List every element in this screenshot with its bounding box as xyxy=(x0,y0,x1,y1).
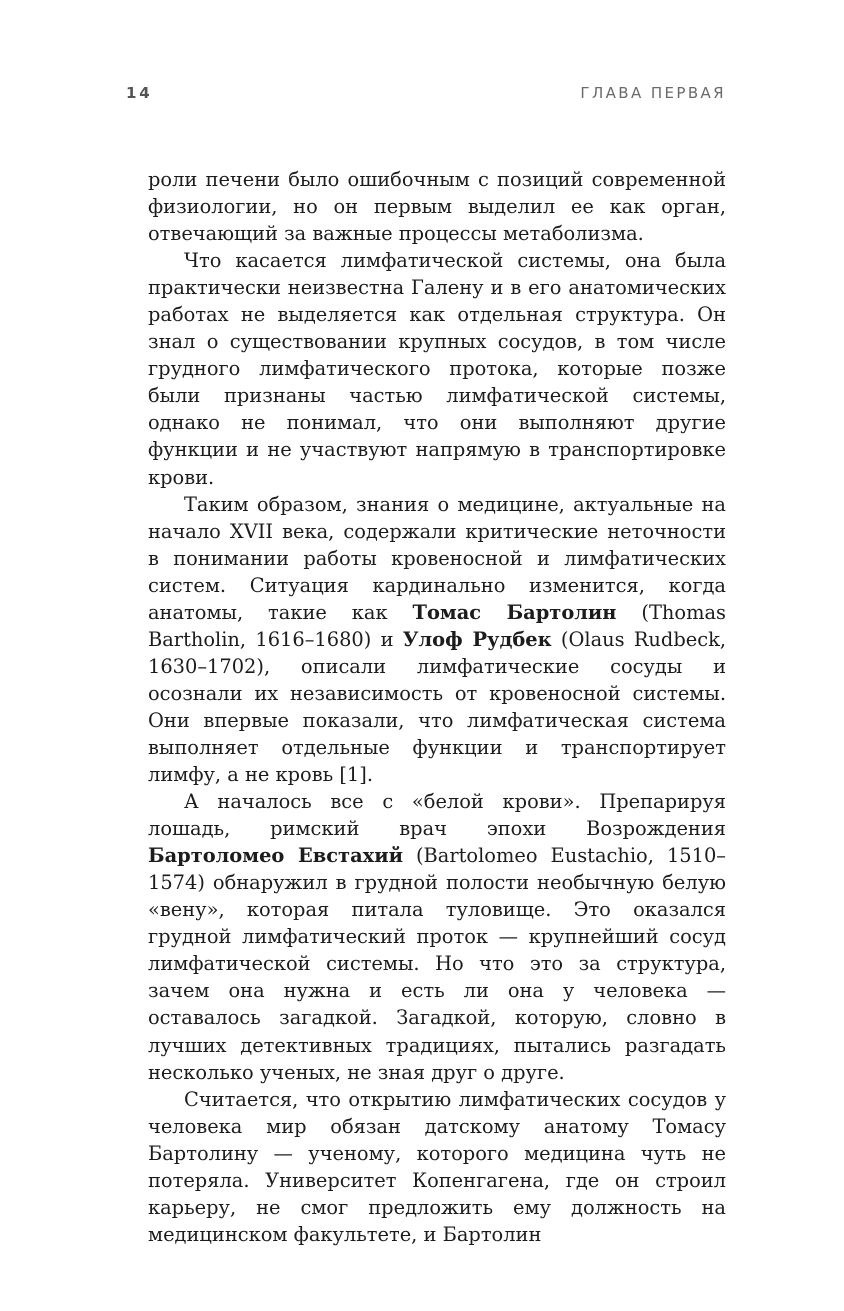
body-text xyxy=(148,166,726,1248)
paragraph-5: Считается, что открытию лимфатических сосудов у человека мир обязан датскому анатому Томасу Бартолину — ученому, которого медицина чуть не потеряла. Университет Копенгагена, где он строил карьеру, не смог предложить ему должность на медицинском факультете, и Бартолин xyxy=(148,1087,726,1246)
chapter-title: ГЛАВА ПЕРВАЯ xyxy=(580,84,726,102)
name-olaus-rudbeck: Улоф Рудбек xyxy=(402,627,552,651)
name-bartolomeo-eustachio: Бартоломео Евстахий xyxy=(148,844,403,868)
page-number: 14 xyxy=(126,84,153,102)
paragraph-4-text-1: А началось все с «белой крови». Препарируя лошадь, римский врач эпохи Возрождения xyxy=(148,790,726,841)
paragraph-3-text-1: Таким образом, знания о медицине, актуальные на начало XVII века, содержали критические неточности в понимании работы кровеносной и лимфатических систем. Ситуация кардинально изменится, когда анатомы, такие как xyxy=(148,492,726,624)
paragraph-3 xyxy=(148,491,726,789)
paragraph-2: Что касается лимфатической системы, она была практически неизвестна Галену и в его анатомических работах не выделяется как отдельная структура. Он знал о существовании крупных сосудов, в том числе грудного лимфатического протока, которые позже были признаны частью лимфатической системы, однако не понимал, что они выполняют другие функции и не участвуют напрямую в транспортировке крови. xyxy=(148,249,726,489)
paragraph-4 xyxy=(148,788,726,1086)
paragraph-3-text-3: (Olaus Rudbeck, 1630–1702), описали лимфатические сосуды и осознали их независимость от кровеносной системы. Они впервые показали, что лимфатическая система выполняет отдельные функции и транспортирует лимфу, а не кровь [1]. xyxy=(148,627,726,787)
paragraph-3-text-2: (Thomas Bartholin, 1616–1680) и xyxy=(148,600,726,651)
running-head xyxy=(126,84,726,108)
name-thomas-bartholin: Томас Бартолин xyxy=(412,600,617,624)
paragraph-4-text-2: (Bartolomeo Eustachio, 1510–1574) обнаружил в грудной полости необычную белую «вену», которая питала туловище. Это оказался грудной лимфатический проток — крупнейший сосуд лимфатической системы. Но что это за структура, зачем она нужна и есть ли она у человека — оставалось загадкой. Загадкой, которую, словно в лучших детективных традициях, пытались разгадать несколько ученых, не зная друг о друге. xyxy=(148,844,726,1084)
paragraph-1: роли печени было ошибочным с позиций современной физиологии, но он первым выделил ее как орган, отвечающий за важные процессы метаболизма. xyxy=(148,168,726,246)
